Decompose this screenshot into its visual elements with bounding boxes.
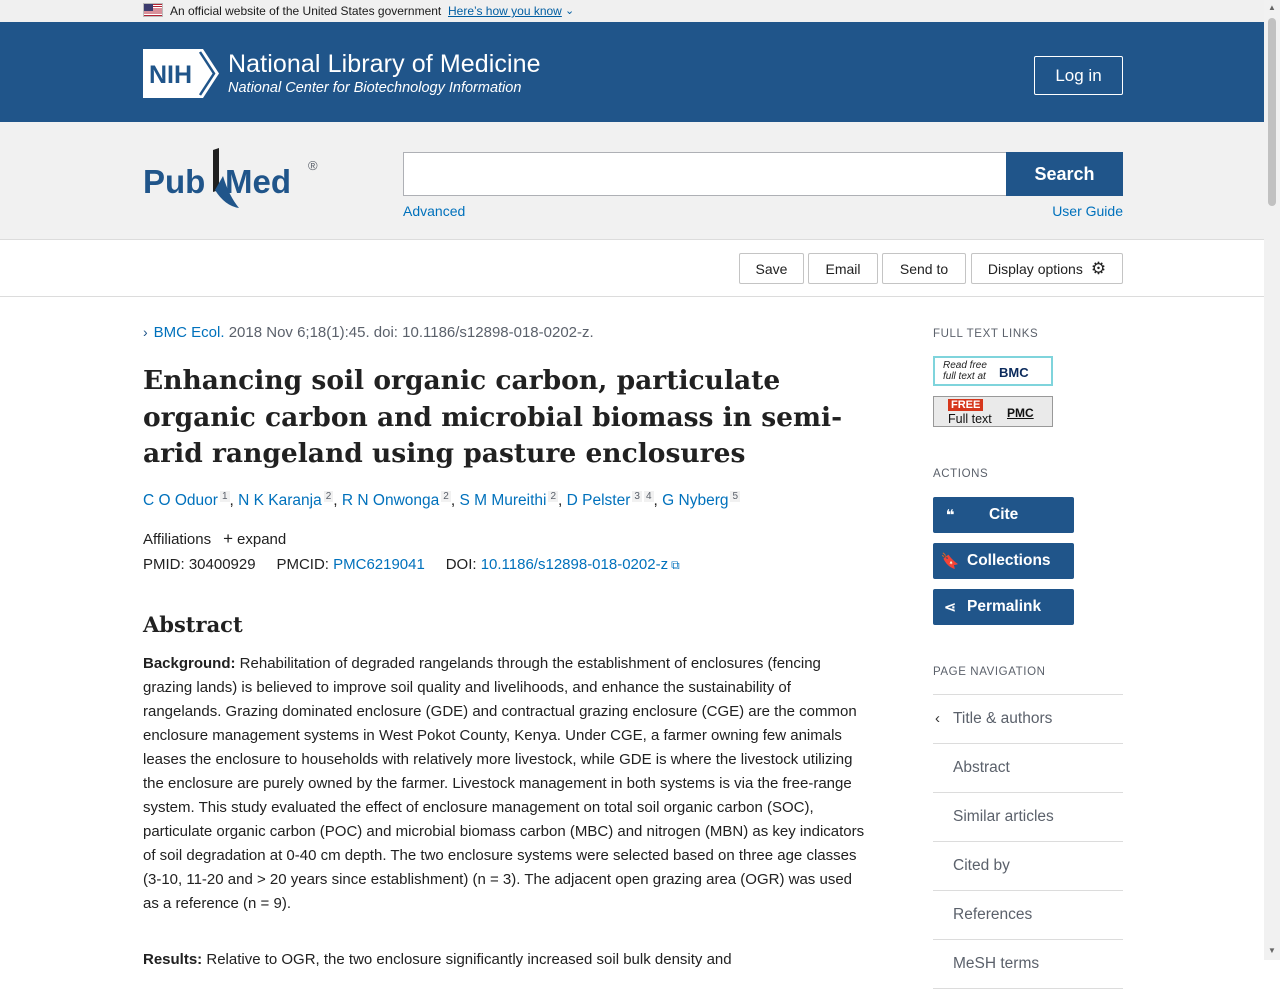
gov-banner [0,0,1264,22]
article-toolbar [0,241,1264,297]
full-text-links-heading: FULL TEXT LINKS [933,328,1039,340]
journal-citation [143,324,594,341]
doi-label: DOI: [445,556,481,573]
author-link[interactable]: N K Karanja [238,492,322,509]
nav-item-mesh-terms[interactable] [933,940,1123,989]
abstract-heading: Abstract [143,612,243,637]
author-link[interactable]: C O Oduor [143,492,218,509]
nav-item-references[interactable] [933,891,1123,940]
affiliations-row [143,529,286,549]
pubmed-logo-pub: Pub [143,163,206,200]
pmc-full-text-link[interactable] [933,396,1053,427]
nav-item-cited-by[interactable] [933,842,1123,891]
affiliation-number[interactable]: 5 [732,491,739,502]
nav-item-similar-articles[interactable] [933,793,1123,842]
full-text-label: Full text [948,412,992,426]
search-input[interactable] [403,152,1007,196]
gear-icon: ⚙ [1090,259,1107,278]
page-scrollbar[interactable] [1264,0,1280,960]
nav-item-label: MeSH terms [953,955,1040,972]
collections-button[interactable] [933,543,1074,579]
article-title: Enhancing soil organic carbon, particulate organic carbon and microbial biomass in semi-arid rangeland using pasture enclosures [143,365,843,469]
abstract-results [143,948,865,972]
collections-label: Collections [967,552,1051,569]
ncbi-subtitle: National Center for Biotechnology Information [228,80,522,96]
nlm-title[interactable]: National Library of Medicine [228,50,541,78]
author-link[interactable]: R N Onwonga [341,492,440,509]
citation-text: 2018 Nov 6;18(1):45. doi: 10.1186/s12898-018-0202-z. [224,324,594,341]
search-area [0,122,1264,240]
email-button[interactable]: Email [808,253,878,284]
results-label: Results: [143,951,203,968]
pubmed-logo[interactable] [143,146,325,210]
us-flag-icon [143,3,163,17]
author-separator: , [229,492,239,509]
how-you-know-link[interactable]: Here’s how you know [448,4,562,18]
pmc-logo: PMC [1007,406,1034,420]
search-button[interactable]: Search [1006,152,1123,196]
background-text: Rehabilitation of degraded rangelands through the establishment of enclosures (fencing grazing lands) is believed to improve soil quality and livelihoods, and enhance the sustainability of rangelands. Grazing dominated enclosure (GDE) and contractual grazing enclosure (CGE) are the common enclosure management systems in West Pokot County, Kenya. Under CGE, a farmer owning few animals leases the enclosure to households with relatively more livestock, while GDE is where the livestock utilizing the enclosure are purely owned by the farmer. Livestock management in both systems is via the free-range system. This study evaluated the effect of enclosure management on total soil organic carbon (SOC), particulate organic carbon (POC) and microbial biomass carbon (MBC) and nitrogen (MBN) as key indicators of soil degradation at 0-40 cm depth. The two enclosure systems were selected based on three age classes (3-10, 11-20 and > 20 years since establishment) (n = 3). The adjacent open grazing area (OGR) was used as a reference (n = 9). [143,655,865,912]
pmcid-link[interactable]: PMC6219041 [333,556,425,573]
quote-icon: ❝ [945,507,955,524]
pmid-value: 30400929 [188,556,256,573]
chevron-left-icon: ‹ [935,710,940,727]
page-navigation-list [933,694,1123,989]
bmc-line-1: Read free [943,360,987,371]
scrollbar-thumb[interactable] [1268,18,1276,206]
author-link[interactable]: G Nyberg [662,492,729,509]
nav-item-title-authors[interactable] [933,695,1123,744]
share-icon: ⋖ [943,599,957,616]
author-separator: , [333,492,342,509]
author-separator: , [450,492,460,509]
external-link-icon[interactable]: ⧉ [671,558,680,572]
expand-affiliations-button[interactable]: expand [237,531,287,548]
send-to-button[interactable]: Send to [882,253,966,284]
permalink-label: Permalink [967,598,1042,615]
pubmed-logo-med: Med [225,163,291,200]
display-options-button[interactable] [971,253,1123,284]
affiliation-number[interactable]: 2 [443,491,449,502]
affiliation-number[interactable]: 2 [325,491,332,502]
nih-logo-icon[interactable] [143,49,219,98]
official-website-text: An official website of the United States government [170,4,442,18]
nav-item-label: References [953,906,1033,923]
cite-button[interactable] [933,497,1074,533]
scroll-up-icon[interactable]: ▲ [1268,3,1276,12]
results-text: Relative to OGR, the two enclosure significantly increased soil bulk density and [202,951,732,968]
cite-label: Cite [989,506,1019,523]
pmcid-label: PMCID: [276,556,334,573]
registered-mark: ® [308,158,318,173]
affiliation-number[interactable]: 3 [634,491,640,502]
plus-icon[interactable]: + [223,529,234,548]
affiliation-number[interactable]: 2 [550,491,557,502]
author-link[interactable]: S M Mureithi [459,492,547,509]
nav-item-abstract[interactable] [933,744,1123,793]
free-badge: FREE [948,399,983,411]
scroll-down-icon[interactable]: ▼ [1268,946,1276,955]
author-separator: , [653,492,663,509]
user-guide-link[interactable]: User Guide [1052,203,1123,219]
background-label: Background: [143,655,236,672]
save-button[interactable]: Save [739,253,804,284]
author-separator: , [558,492,567,509]
journal-link[interactable]: BMC Ecol. [153,324,225,341]
bookmark-icon: 🔖 [940,553,960,570]
identifiers-row [143,556,680,573]
advanced-search-link[interactable]: Advanced [403,203,466,219]
affiliation-number[interactable]: 4 [645,491,652,502]
doi-link[interactable]: 10.1186/s12898-018-0202-z [480,556,669,573]
login-button[interactable]: Log in [1034,56,1123,95]
nlm-header [0,22,1264,122]
display-options-label: Display options [987,260,1083,277]
bmc-line-2: full text at [943,371,986,382]
actions-heading: ACTIONS [933,468,989,480]
chevron-right-icon[interactable]: › [143,324,148,340]
nih-badge-text: NIH [149,61,193,89]
affiliations-label: Affiliations [143,531,212,548]
nav-item-label: Abstract [953,759,1010,776]
author-list [143,491,740,510]
bmc-full-text-link[interactable] [933,356,1053,386]
page-navigation-heading: PAGE NAVIGATION [933,666,1046,678]
affiliation-number[interactable]: 1 [221,491,228,502]
permalink-button[interactable] [933,589,1074,625]
author-link[interactable]: D Pelster [566,492,631,509]
nav-item-label: Title & authors [953,710,1053,727]
abstract-background [143,652,865,916]
nav-item-label: Similar articles [953,808,1054,825]
bmc-logo: BMC [999,365,1029,380]
pmid-label: PMID: [143,556,189,573]
chevron-down-icon[interactable]: ⌄ [565,5,575,17]
nav-item-label: Cited by [953,857,1010,874]
